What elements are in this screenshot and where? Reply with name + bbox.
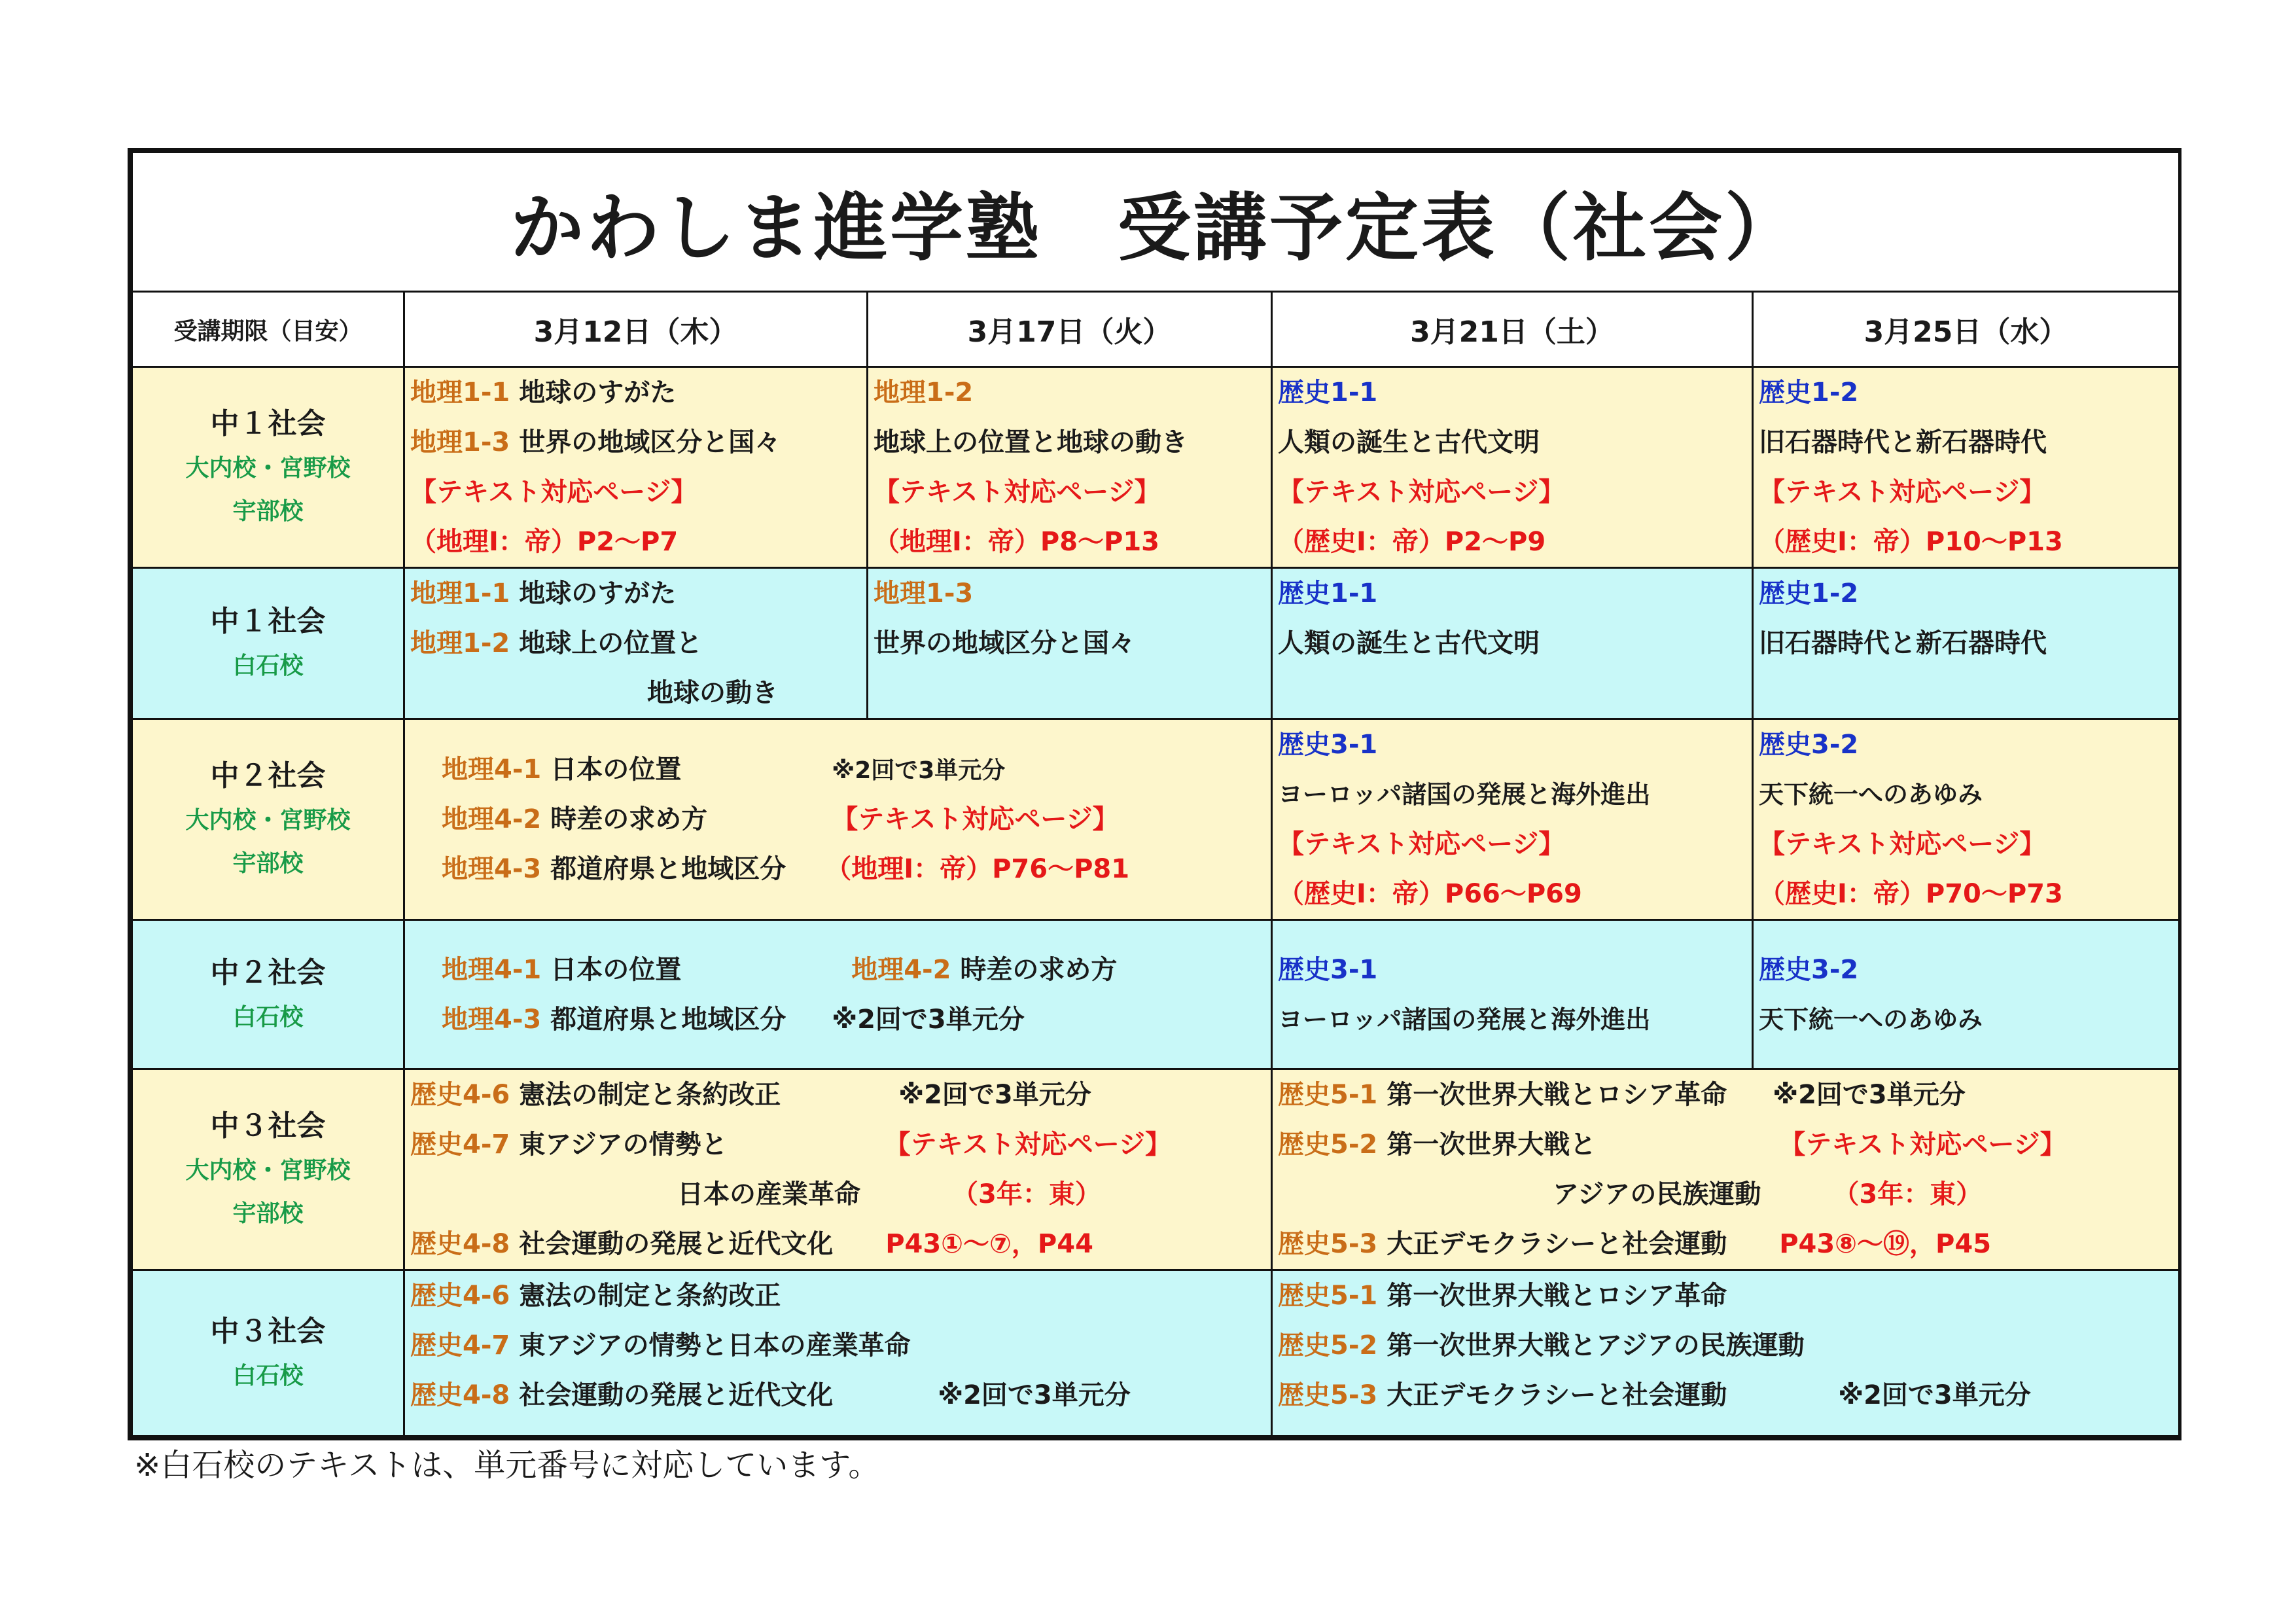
unit-title: 地球上の位置と — [519, 628, 703, 658]
table-row — [132, 1270, 2180, 1436]
unit-code: 歴史4-8 — [410, 1380, 510, 1410]
table-row — [132, 1069, 2180, 1270]
header-row — [132, 292, 2180, 367]
unit-code: 歴史4-7 — [410, 1130, 510, 1160]
grade-cell — [132, 367, 404, 568]
text-page-label: 【テキスト対応ページ】 — [832, 804, 1119, 834]
unit-title: ヨーロッパ諸国の発展と海外進出 — [1278, 1005, 1651, 1034]
schedule-cell — [1272, 1270, 2180, 1436]
unit-title: 天下統一へのあゆみ — [1759, 1005, 1983, 1034]
unit-title: 人類の誕生と古代文明 — [1278, 628, 1540, 658]
schedule-cell — [1753, 920, 2180, 1069]
text-page-label: 【テキスト対応ページ】 — [410, 477, 698, 507]
unit-title: 地球のすがた — [519, 378, 677, 408]
grade-label: 中１社会 — [210, 605, 326, 638]
unit-title: 旧石器時代と新石器時代 — [1759, 427, 2047, 457]
school-label: 白石校 — [232, 1362, 304, 1389]
school-label: 大内校・宮野校 — [185, 807, 351, 834]
grade-cell — [132, 568, 404, 719]
text-page-ref: （地理Ⅰ：帝）P2～P7 — [410, 527, 679, 557]
unit-code: 地理1-1 — [410, 579, 510, 609]
date-header: 3月25日（水） — [1753, 292, 2180, 367]
unit-title: 都道府県と地域区分 — [550, 1004, 786, 1035]
schedule-cell — [1272, 920, 1753, 1069]
unit-title: 憲法の制定と条約改正 — [519, 1080, 781, 1110]
schedule-cell — [1753, 367, 2180, 568]
unit-code: 地理4-1 — [442, 755, 542, 785]
text-page-label: 【テキスト対応ページ】 — [1779, 1130, 2066, 1160]
schedule-cell — [1753, 719, 2180, 920]
schedule-cell — [1753, 568, 2180, 719]
unit-code: 地理1-1 — [410, 378, 510, 408]
unit-title: 天下統一へのあゆみ — [1759, 780, 1983, 809]
unit-title-continued: アジアの民族運動 — [1553, 1179, 1761, 1209]
unit-title: 大正デモクラシーと社会運動 — [1386, 1229, 1727, 1259]
footnote: ※白石校のテキストは、単元番号に対応しています。 — [134, 1447, 880, 1484]
page-title: かわしま進学塾 受講予定表（社会） — [132, 152, 2180, 292]
unit-code: 歴史5-2 — [1278, 1130, 1378, 1160]
schedule-cell — [1272, 719, 1753, 920]
schedule-sheet — [128, 148, 2181, 1440]
unit-code: 地理4-2 — [442, 804, 542, 834]
unit-title: 大正デモクラシーと社会運動 — [1386, 1380, 1727, 1410]
unit-code: 歴史1-1 — [1278, 378, 1378, 408]
schedule-cell — [404, 367, 868, 568]
unit-code: 地理4-2 — [851, 954, 951, 985]
text-page-ref: （3年：東） — [952, 1179, 1101, 1209]
unit-code: 歴史3-2 — [1759, 730, 1859, 760]
unit-title: 世界の地域区分と国々 — [519, 427, 781, 457]
unit-title: 地球上の位置と地球の動き — [874, 427, 1188, 457]
note-text: ※2回で3単元分 — [832, 1004, 1025, 1035]
unit-code: 歴史1-2 — [1759, 579, 1859, 609]
grade-label: 中３社会 — [210, 1314, 326, 1348]
unit-title: 東アジアの情勢と日本の産業革命 — [519, 1330, 911, 1361]
text-page-ref: P43⑧～⑲，P45 — [1779, 1229, 1992, 1259]
schedule-cell — [1272, 568, 1753, 719]
unit-title: 第一次世界大戦とアジアの民族運動 — [1386, 1330, 1805, 1361]
unit-title-continued: 地球の動き — [647, 678, 778, 708]
text-page-label: 【テキスト対応ページ】 — [1759, 477, 2046, 507]
unit-code: 歴史3-2 — [1759, 954, 1859, 985]
unit-code: 歴史1-1 — [1278, 579, 1378, 609]
schedule-cell — [404, 920, 1272, 1069]
unit-code: 歴史5-1 — [1278, 1080, 1378, 1110]
unit-title: 日本の位置 — [550, 954, 682, 985]
date-header: 3月21日（土） — [1272, 292, 1753, 367]
school-label: 白石校 — [232, 1003, 304, 1031]
grade-cell — [132, 719, 404, 920]
grade-cell — [132, 1270, 404, 1436]
text-page-ref: （歴史Ⅰ：帝）P10～P13 — [1759, 527, 2063, 557]
school-label: 宇部校 — [232, 850, 304, 877]
unit-code: 地理4-3 — [442, 1004, 542, 1035]
unit-title: 人類の誕生と古代文明 — [1278, 427, 1540, 457]
text-page-ref: P43①～⑦，P44 — [885, 1229, 1093, 1259]
text-page-label: 【テキスト対応ページ】 — [1759, 829, 2046, 859]
table-row — [132, 920, 2180, 1069]
unit-code: 歴史4-8 — [410, 1229, 510, 1259]
unit-code: 歴史5-2 — [1278, 1330, 1378, 1361]
schedule-cell — [404, 1069, 1272, 1270]
note-text: ※2回で3単元分 — [938, 1380, 1131, 1410]
unit-title: 日本の位置 — [550, 755, 682, 785]
unit-title: 都道府県と地域区分 — [550, 854, 786, 884]
note-text: ※2回で3単元分 — [832, 757, 1006, 784]
unit-code: 地理1-2 — [410, 628, 510, 658]
note-text: ※2回で3単元分 — [1838, 1380, 2031, 1410]
note-text: ※2回で3単元分 — [1773, 1080, 1966, 1110]
text-page-ref: （地理Ⅰ：帝）P8～P13 — [874, 527, 1160, 557]
text-page-label: 【テキスト対応ページ】 — [884, 1130, 1172, 1160]
unit-title: 第一次世界大戦と — [1386, 1130, 1597, 1160]
text-page-label: 【テキスト対応ページ】 — [1278, 477, 1565, 507]
unit-title: 社会運動の発展と近代文化 — [519, 1380, 834, 1410]
unit-title-continued: 日本の産業革命 — [677, 1179, 860, 1209]
unit-title: 憲法の制定と条約改正 — [519, 1281, 781, 1311]
date-header: 3月17日（火） — [868, 292, 1272, 367]
text-page-ref: （3年：東） — [1833, 1179, 1983, 1209]
school-label: 大内校・宮野校 — [185, 455, 351, 482]
text-page-ref: （歴史Ⅰ：帝）P66～P69 — [1278, 879, 1582, 909]
schedule-cell — [404, 719, 1272, 920]
table-row — [132, 719, 2180, 920]
note-text: ※2回で3単元分 — [898, 1080, 1091, 1110]
school-label: 宇部校 — [232, 498, 304, 525]
unit-code: 地理4-3 — [442, 854, 542, 884]
text-page-ref: （地理Ⅰ：帝）P76～P81 — [825, 854, 1130, 884]
unit-code: 歴史5-3 — [1278, 1380, 1378, 1410]
unit-title: 第一次世界大戦とロシア革命 — [1386, 1281, 1727, 1311]
unit-code: 歴史1-2 — [1759, 378, 1859, 408]
table-row — [132, 367, 2180, 568]
grade-cell — [132, 1069, 404, 1270]
unit-title: ヨーロッパ諸国の発展と海外進出 — [1278, 780, 1651, 809]
unit-title: 旧石器時代と新石器時代 — [1759, 628, 2047, 658]
unit-code: 地理1-3 — [874, 579, 974, 609]
schedule-cell — [1272, 367, 1753, 568]
unit-code: 地理1-3 — [410, 427, 510, 457]
unit-code: 歴史4-6 — [410, 1080, 510, 1110]
text-page-ref: （歴史Ⅰ：帝）P70～P73 — [1759, 879, 2063, 909]
unit-title: 第一次世界大戦とロシア革命 — [1386, 1080, 1727, 1110]
unit-title: 社会運動の発展と近代文化 — [519, 1229, 834, 1259]
date-header: 3月12日（木） — [404, 292, 868, 367]
unit-code: 歴史4-7 — [410, 1330, 510, 1361]
unit-title: 世界の地域区分と国々 — [874, 628, 1135, 658]
unit-code: 歴史3-1 — [1278, 954, 1378, 985]
unit-code: 歴史3-1 — [1278, 730, 1378, 760]
schedule-cell — [868, 568, 1272, 719]
grade-cell — [132, 920, 404, 1069]
grade-label: 中３社会 — [210, 1109, 326, 1143]
unit-title: 時差の求め方 — [960, 954, 1118, 985]
schedule-cell — [868, 367, 1272, 568]
unit-code: 歴史5-3 — [1278, 1229, 1378, 1259]
unit-title: 時差の求め方 — [550, 804, 708, 834]
unit-title: 東アジアの情勢と — [519, 1130, 728, 1160]
unit-code: 地理4-1 — [442, 954, 542, 985]
school-label: 白石校 — [232, 652, 304, 679]
unit-code: 地理1-2 — [874, 378, 974, 408]
schedule-cell — [404, 1270, 1272, 1436]
schedule-cell — [1272, 1069, 2180, 1270]
header-label: 受講期限（目安） — [132, 292, 404, 367]
unit-title: 地球のすがた — [519, 579, 677, 609]
school-label: 宇部校 — [232, 1200, 304, 1227]
text-page-ref: （歴史Ⅰ：帝）P2～P9 — [1278, 527, 1546, 557]
grade-label: 中１社会 — [210, 407, 326, 440]
grade-label: 中２社会 — [210, 759, 326, 793]
unit-code: 歴史4-6 — [410, 1281, 510, 1311]
school-label: 大内校・宮野校 — [185, 1157, 351, 1184]
text-page-label: 【テキスト対応ページ】 — [1278, 829, 1565, 859]
schedule-cell — [404, 568, 868, 719]
unit-code: 歴史5-1 — [1278, 1281, 1378, 1311]
text-page-label: 【テキスト対応ページ】 — [874, 477, 1161, 507]
schedule-table — [131, 151, 2180, 1437]
grade-label: 中２社会 — [210, 955, 326, 990]
table-row — [132, 568, 2180, 719]
